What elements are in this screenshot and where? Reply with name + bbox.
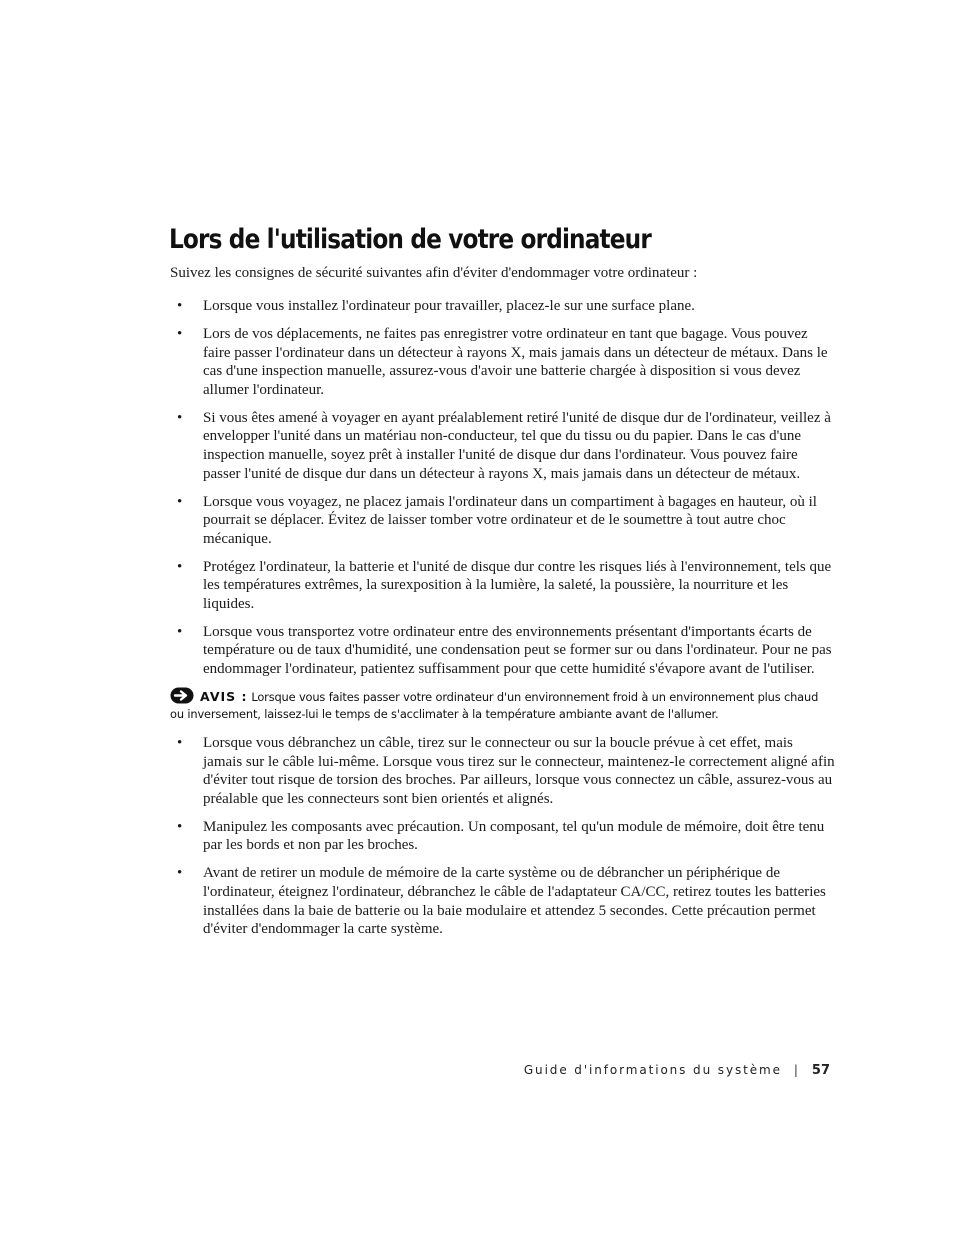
page-number: 57 [811, 1063, 830, 1078]
list-item-text: Protégez l'ordinateur, la batterie et l'unité de disque dur contre les risques liés à l'environnement, tels que les températures extrêmes, la surexposition à la lumière, la saleté, la poussière, la nourriture et les liquides. [203, 558, 832, 612]
bullet-icon: • [177, 558, 183, 575]
list-item-text: Lorsque vous débranchez un câble, tirez sur le connecteur ou sur la boucle prévue à cet effet, mais jamais sur le câble lui-même. Lorsque vous tirez sur le connecteur, maintenez-le correctement aligné afin d'éviter tout risque de torsion des broches. Par ailleurs, lorsque vous connectez un câble, assurez-vous au préalable que les connecteurs sont bien orientés et alignés. [203, 735, 835, 807]
notice-label: AVIS : [200, 689, 248, 705]
list-item [170, 734, 835, 808]
notice-icon [170, 687, 194, 704]
notice-text: Lorsque vous faites passer votre ordinateur d'un environnement froid à un environnement plus chaud ou inversement, laissez-lui le temps de s'acclimater à la température ambiante avant de l'allumer. [170, 690, 819, 722]
intro-paragraph: Suivez les consignes de sécurité suivantes afin d'éviter d'endommager votre ordinateur : [170, 265, 698, 281]
list-item-text: Lorsque vous installez l'ordinateur pour travailler, placez-le sur une surface plane. [203, 298, 695, 314]
list-item-text: Lorsque vous transportez votre ordinateur entre des environnements présentant d'importants écarts de température ou de taux d'humidité, une condensation peut se former sur ou dans l'ordinateur. Pour ne pas endommager l'ordinateur, patientez suffisamment pour que cette humidité s'évapore avant de l'utiliser. [203, 623, 832, 678]
bullet-icon: • [177, 493, 183, 510]
list-item [170, 818, 835, 855]
list-item [170, 558, 835, 614]
list-item [170, 409, 835, 483]
page-title: Lors de l'utilisation de votre ordinateur [169, 224, 651, 255]
bullet-icon: • [177, 865, 183, 882]
list-item [170, 297, 835, 316]
page-footer [524, 1061, 830, 1080]
list-item-text: Si vous êtes amené à voyager en ayant préalablement retiré l'unité de disque dur de l'ordinateur, veillez à envelopper l'unité dans un matériau non-conducteur, tel que du tissu ou du papier. Dans le cas d'une inspection manuelle, soyez prêt à installer l'unité de disque dur dans l'ordinateur. Vous pouvez faire passer l'unité de disque dur dans un détecteur à rayons X, mais jamais dans un détecteur de métaux. [203, 409, 831, 482]
list-item-text: Avant de retirer un module de mémoire de la carte système ou de débrancher un périphérique de l'ordinateur, éteignez l'ordinateur, débranchez le câble de l'adaptateur CA/CC, retirez toutes les batteries installées dans la baie de batterie ou la baie modulaire et attendez 5 secondes. Cette précaution permet d'éviter d'endommager la carte système. [203, 865, 826, 938]
list-item-text: Lorsque vous voyagez, ne placez jamais l'ordinateur dans un compartiment à bagages en hauteur, où il pourrait se déplacer. Évitez de laisser tomber votre ordinateur et de le soumettre à tout autre choc mécanique. [203, 493, 817, 547]
bullet-icon: • [177, 818, 183, 835]
bullet-icon: • [177, 409, 183, 426]
bullet-icon: • [177, 325, 183, 342]
bullet-icon: • [177, 623, 183, 640]
list-item [170, 623, 835, 679]
bullet-icon: • [177, 298, 183, 314]
list-item [170, 325, 835, 399]
footer-title: Guide d'informations du système [523, 1063, 782, 1077]
list-item [170, 493, 835, 549]
bullet-icon: • [177, 735, 183, 752]
list-item-text: Lors de vos déplacements, ne faites pas enregistrer votre ordinateur en tant que bagage. Vous pouvez faire passer l'ordinateur dans un détecteur à rayons X, mais jamais dans un détecteur de métaux. Dans le cas d'une inspection manuelle, assurez-vous d'avoir une batterie chargée à disposition si vous devez allumer l'ordinateur. [203, 325, 828, 398]
list-item [170, 864, 835, 938]
notice-box [170, 688, 835, 723]
safety-list [170, 297, 835, 939]
list-item-text: Manipulez les composants avec précaution. Un composant, tel qu'un module de mémoire, doit être tenu par les bords et non par les broches. [203, 818, 825, 854]
footer-separator: | [793, 1063, 798, 1077]
